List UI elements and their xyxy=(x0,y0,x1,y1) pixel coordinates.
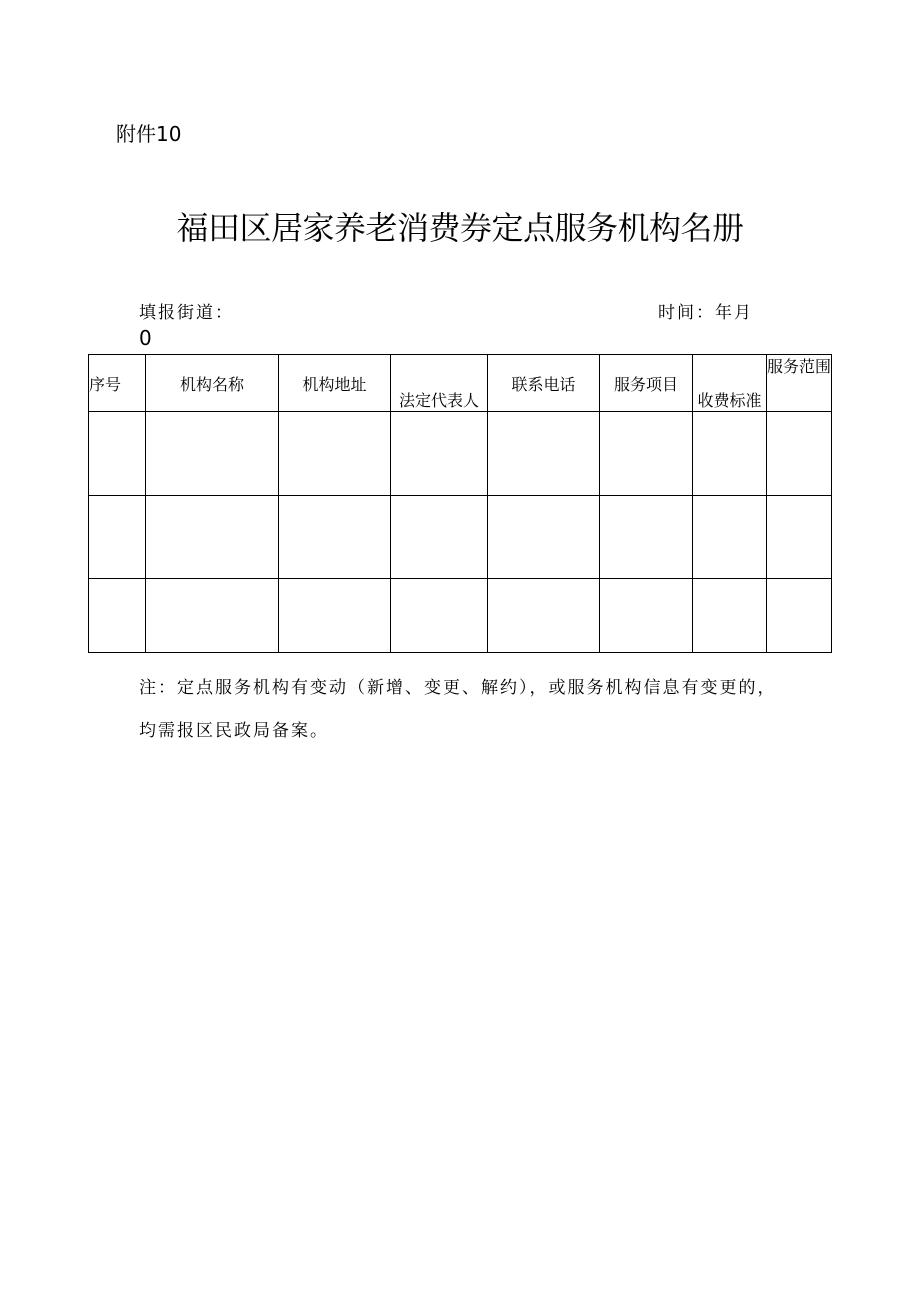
table-cell xyxy=(693,579,767,653)
table-cell xyxy=(488,495,600,579)
table-cell xyxy=(279,579,391,653)
header-index: 序号 xyxy=(89,355,146,412)
header-org-name: 机构名称 xyxy=(146,355,279,412)
table-header-row xyxy=(89,355,832,412)
table-cell xyxy=(767,579,832,653)
table-cell xyxy=(89,495,146,579)
stray-zero-text: 0 xyxy=(139,326,152,350)
table-cell xyxy=(488,579,600,653)
table-cell xyxy=(767,412,832,496)
header-service-scope: 服务范围 xyxy=(767,355,832,412)
table-cell xyxy=(146,412,279,496)
time-label: 时间：年月 xyxy=(658,303,753,323)
fill-street-label: 填报街道： xyxy=(139,303,234,323)
table-cell xyxy=(693,495,767,579)
table-cell xyxy=(279,495,391,579)
table-cell xyxy=(146,495,279,579)
table-row xyxy=(89,495,832,579)
table-cell xyxy=(600,579,693,653)
table-cell xyxy=(391,412,488,496)
attachment-label: 附件10 xyxy=(116,122,182,146)
header-org-address: 机构地址 xyxy=(279,355,391,412)
table-cell xyxy=(89,579,146,653)
table-cell xyxy=(391,579,488,653)
table-cell xyxy=(693,412,767,496)
table-cell xyxy=(600,495,693,579)
table-cell xyxy=(146,579,279,653)
table-cell xyxy=(600,412,693,496)
note-line-2: 均需报区民政局备案。 xyxy=(139,721,329,741)
roster-table xyxy=(88,354,832,653)
header-service-items: 服务项目 xyxy=(600,355,693,412)
table-row xyxy=(89,579,832,653)
table-cell xyxy=(767,495,832,579)
document-title: 福田区居家养老消费券定点服务机构名册 xyxy=(176,209,744,247)
header-phone: 联系电话 xyxy=(488,355,600,412)
note-line-1: 注：定点服务机构有变动（新增、变更、解约），或服务机构信息有变更的， xyxy=(139,678,777,698)
table-cell xyxy=(391,495,488,579)
table-cell xyxy=(89,412,146,496)
table-row xyxy=(89,412,832,496)
table-cell xyxy=(279,412,391,496)
header-fee-standard: 收费标准 xyxy=(693,355,767,412)
table-cell xyxy=(488,412,600,496)
header-legal-rep: 法定代表人 xyxy=(391,355,488,412)
